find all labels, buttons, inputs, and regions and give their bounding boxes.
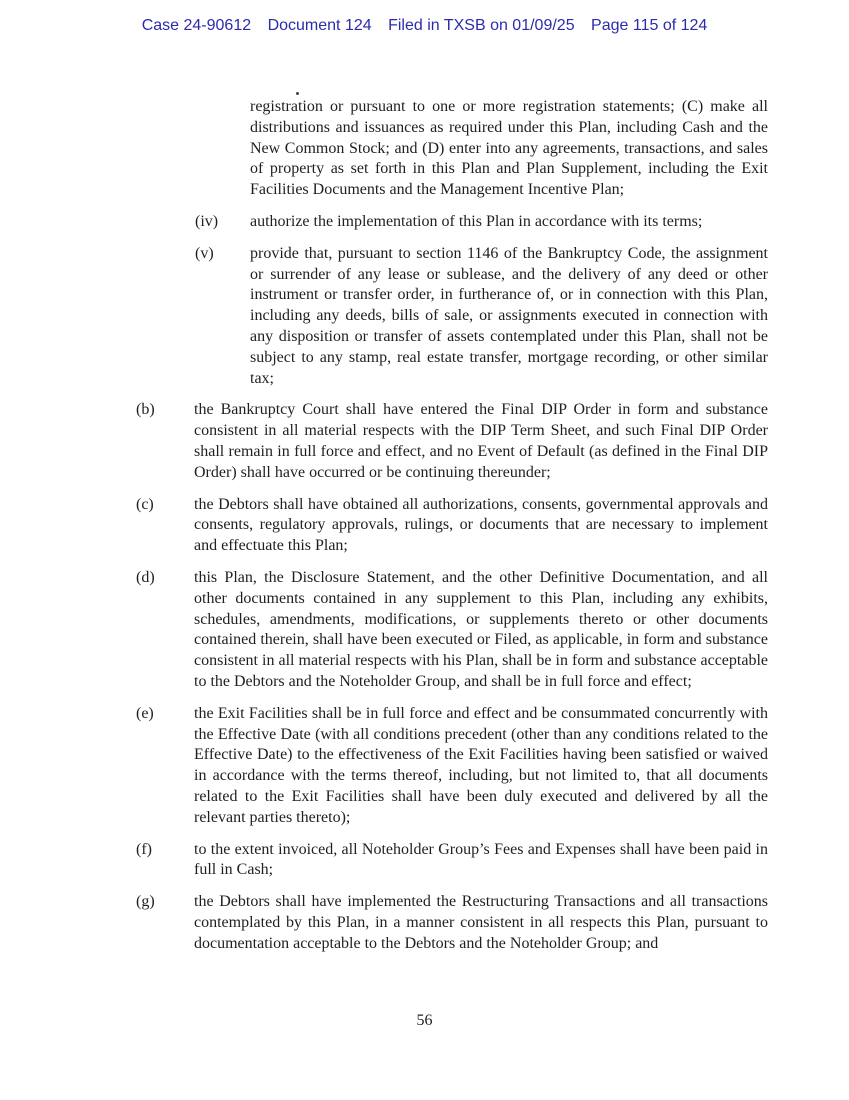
document-body (136, 97, 768, 965)
list-item-v (195, 244, 768, 390)
item-label: (b) (136, 401, 155, 419)
item-label: (f) (136, 840, 152, 858)
item-text: authorize the implementation of this Plan in accordance with its terms; (250, 212, 703, 230)
page-number: 56 (416, 1012, 433, 1029)
list-item-d (136, 568, 768, 693)
item-label: (d) (136, 568, 155, 586)
document-number: Document 124 (267, 17, 372, 34)
item-label: (c) (136, 495, 154, 513)
list-item-b (136, 400, 768, 483)
court-stamp-header (0, 17, 849, 35)
item-label: (iv) (195, 212, 219, 230)
item-label: (v) (195, 244, 214, 262)
item-text: to the extent invoiced, all Noteholder Group’s Fees and Expenses shall have been paid in full in Cash; (194, 840, 768, 879)
item-text: the Debtors shall have obtained all authorizations, consents, governmental approvals and consents, regulatory approvals, rulings, or documents that are necessary to implement and effectuate this Plan; (194, 495, 768, 555)
item-text: the Exit Facilities shall be in full force and effect and be consummated concurrently with the Effective Date (with all conditions precedent (other than any conditions related to the Effective Date) to the effectiveness of the Exit Facilities having been satisfied or waived in accordance with the terms thereof, including, but not limited to, that all documents related to the Exit Facilities shall have been duly executed and delivered by all the relevant parties thereto); (194, 704, 768, 826)
item-label: (g) (136, 893, 155, 911)
list-item-c (136, 495, 768, 557)
item-text: the Debtors shall have implemented the Restructuring Transactions and all transactions contemplated by this Plan, in a manner consistent in all respects this Plan, pursuant to documentation acceptable to the Debtors and the Noteholder Group; and (194, 893, 768, 952)
item-label: (e) (136, 704, 154, 722)
list-item-g (136, 892, 768, 954)
filing-info: Filed in TXSB on 01/09/25 (388, 17, 575, 34)
item-text: this Plan, the Disclosure Statement, and the other Definitive Documentation, and all other documents contained in any supplement to this Plan, including any exhibits, schedules, amendments, modifications, or supplements thereto or other documents contained therein, shall have been executed or Filed, as applicable, in form and substance consistent in all material respects with his Plan, shall be in form and substance acceptable to the Debtors and the Noteholder Group, and shall be in full force and effect; (194, 568, 768, 690)
case-number: Case 24-90612 (141, 17, 252, 34)
list-item-iv (195, 212, 768, 233)
item-text: the Bankruptcy Court shall have entered the Final DIP Order in form and substance consistent in all material respects with the DIP Term Sheet, and such Final DIP Order shall remain in full force and effect, and no Event of Default (as defined in the Final DIP Order) shall have occurred or be continuing thereunder; (194, 401, 768, 481)
stray-scan-mark (296, 92, 299, 95)
page-info: Page 115 of 124 (591, 17, 708, 34)
continuation-paragraph: registration or pursuant to one or more registration statements; (C) make all distributions and issuances as required under this Plan, including Cash and the New Common Stock; and (D) enter into any agreements, transactions, and sales of property as set forth in this Plan and Plan Supplement, including the Exit Facilities Documents and the Management Incentive Plan; (250, 98, 768, 199)
list-item-e (136, 704, 768, 829)
list-item-f (136, 840, 768, 882)
item-text: provide that, pursuant to section 1146 of the Bankruptcy Code, the assignment or surrender of any lease or sublease, and the delivery of any deed or other instrument or transfer order, in furtherance of, or in connection with this Plan, including any deeds, bills of sale, or assignments executed in connection with any disposition or transfer of assets contemplated under this Plan, shall not be subject to any stamp, real estate transfer, mortgage recording, or other similar tax; (250, 244, 768, 387)
